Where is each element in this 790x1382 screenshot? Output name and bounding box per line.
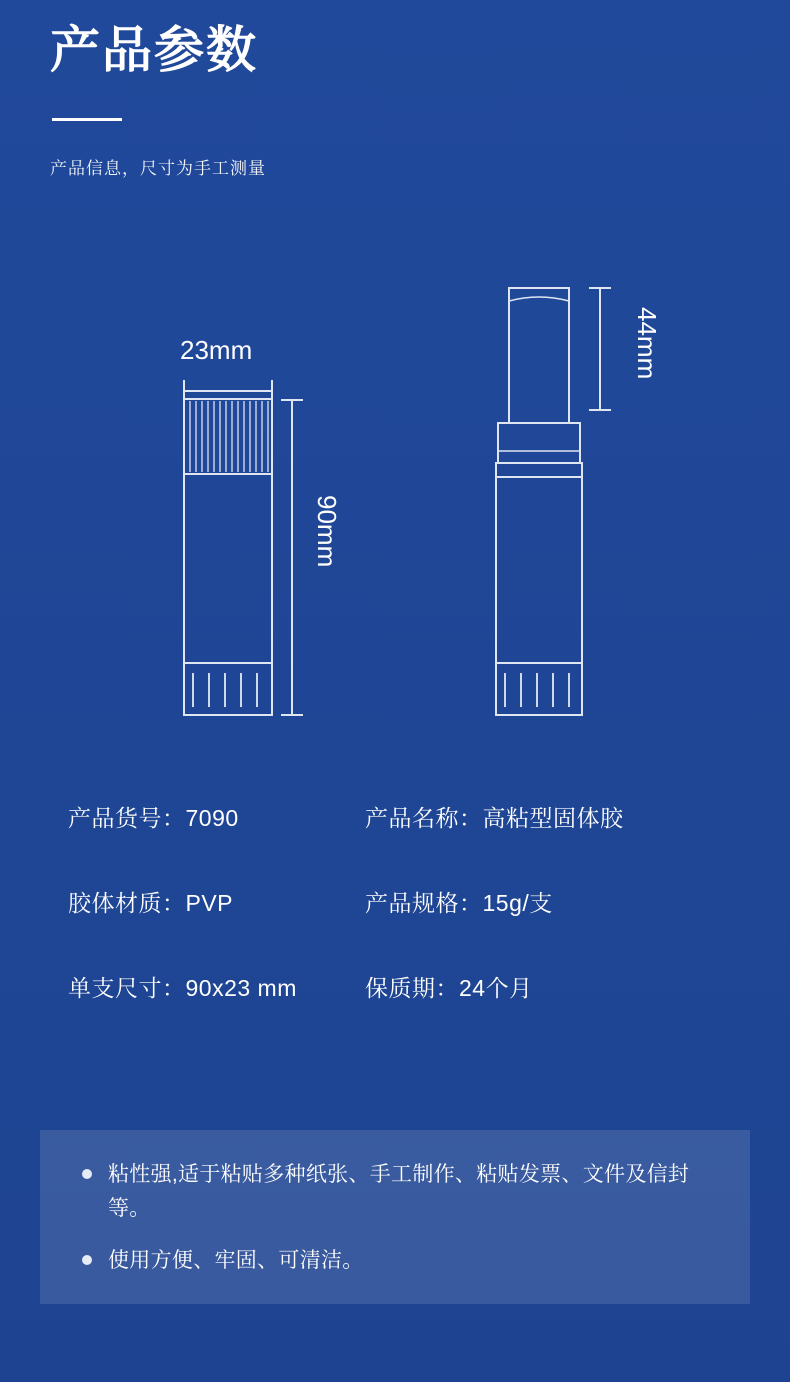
feature-text: 使用方便、牢固、可清洁。 [108, 1249, 364, 1273]
list-item [74, 1158, 716, 1226]
spec-row [0, 885, 790, 918]
spec-item-size [0, 970, 365, 1003]
feature-text: 粘性强,适于粘贴多种纸张、手工制作、粘贴发票、文件及信封等。 [108, 1163, 690, 1221]
spec-item-material [0, 885, 365, 918]
spec-row [0, 800, 790, 833]
list-item [74, 1244, 716, 1278]
spec-value: 高粘型固体胶 [482, 805, 624, 831]
spec-label: 产品货号： [68, 805, 186, 831]
bullet-icon [82, 1255, 92, 1265]
spec-label: 胶体材质： [68, 890, 186, 916]
dimension-label-cap-height: 44mm [632, 307, 662, 380]
spec-row [0, 970, 790, 1003]
glue-stick-capped-illustration [184, 380, 303, 715]
spec-value: 15g/支 [482, 890, 553, 916]
page-subtitle: 产品信息，尺寸为手工测量 [50, 158, 266, 178]
features-panel [40, 1130, 750, 1304]
spec-value: 24个月 [459, 975, 533, 1001]
spec-label: 保质期： [365, 975, 459, 1001]
spec-label: 单支尺寸： [68, 975, 186, 1001]
spec-label: 产品规格： [365, 890, 483, 916]
product-diagram [0, 255, 790, 745]
glue-stick-open-illustration [496, 288, 611, 715]
spec-item-product-name [365, 800, 624, 833]
dimension-label-height: 90mm [312, 495, 342, 568]
title-divider [52, 118, 122, 121]
dimension-label-width: 23mm [180, 335, 253, 365]
header [50, 22, 750, 179]
spec-item-specification [365, 885, 553, 918]
spec-item-shelf-life [365, 970, 533, 1003]
bullet-icon [82, 1169, 92, 1179]
page-title: 产品参数 [50, 22, 258, 78]
spec-value: PVP [185, 890, 234, 916]
spec-list [0, 800, 790, 1055]
spec-label: 产品名称： [365, 805, 483, 831]
spec-value: 7090 [185, 805, 239, 831]
spec-value: 90x23 mm [185, 975, 297, 1001]
spec-item-product-code [0, 800, 365, 833]
